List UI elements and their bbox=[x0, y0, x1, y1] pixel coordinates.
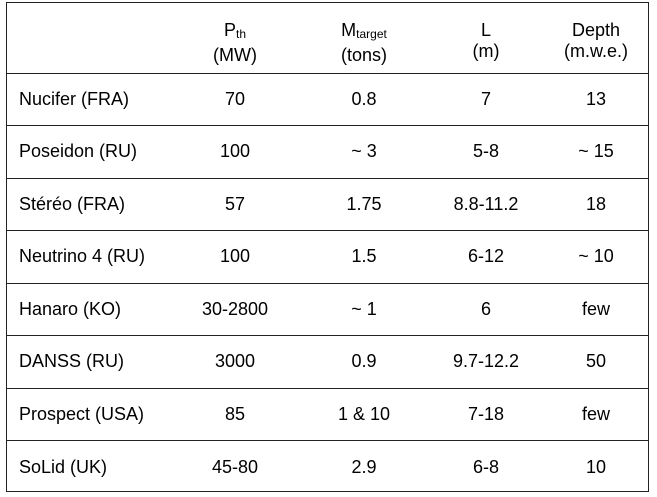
table-row bbox=[7, 231, 648, 284]
header-depth: Depth (m.w.e.) bbox=[563, 20, 628, 61]
baseline-cell: 9.7-12.2 bbox=[428, 336, 544, 389]
baseline-cell: 7 bbox=[428, 73, 544, 126]
thermal-power-cell: 30-2800 bbox=[170, 283, 300, 336]
depth-cell: 10 bbox=[544, 441, 648, 494]
depth-cell: 50 bbox=[544, 336, 648, 389]
baseline-cell: 6-8 bbox=[428, 441, 544, 494]
header-experiment bbox=[7, 3, 170, 73]
thermal-power-cell: 45-80 bbox=[170, 441, 300, 494]
thermal-power-cell: 57 bbox=[170, 178, 300, 231]
depth-cell: few bbox=[544, 388, 648, 441]
target-mass-cell: 0.8 bbox=[300, 73, 428, 126]
table-row bbox=[7, 441, 648, 494]
experiment-name: Nucifer (FRA) bbox=[7, 73, 170, 126]
target-mass-cell: 1.75 bbox=[300, 178, 428, 231]
experiments-table bbox=[7, 3, 648, 493]
table-row bbox=[7, 388, 648, 441]
baseline-cell: 7-18 bbox=[428, 388, 544, 441]
header-baseline: L (m) bbox=[472, 20, 500, 61]
header-target-mass: $M_{target}$ (tons) bbox=[340, 20, 387, 65]
table-row bbox=[7, 336, 648, 389]
depth-cell: ~ 15 bbox=[544, 126, 648, 179]
depth-cell: 13 bbox=[544, 73, 648, 126]
baseline-cell: 6-12 bbox=[428, 231, 544, 284]
baseline-cell: 5-8 bbox=[428, 126, 544, 179]
experiment-name: Neutrino 4 (RU) bbox=[7, 231, 170, 284]
experiment-name: DANSS (RU) bbox=[7, 336, 170, 389]
depth-cell: few bbox=[544, 283, 648, 336]
target-mass-cell: ~ 1 bbox=[300, 283, 428, 336]
table-row bbox=[7, 126, 648, 179]
experiment-name: Stéréo (FRA) bbox=[7, 178, 170, 231]
thermal-power-cell: 3000 bbox=[170, 336, 300, 389]
table-row bbox=[7, 283, 648, 336]
depth-cell: ~ 10 bbox=[544, 231, 648, 284]
experiment-name: SoLid (UK) bbox=[7, 441, 170, 494]
experiment-name: Prospect (USA) bbox=[7, 388, 170, 441]
thermal-power-cell: 70 bbox=[170, 73, 300, 126]
target-mass-cell: 0.9 bbox=[300, 336, 428, 389]
target-mass-cell: 1 & 10 bbox=[300, 388, 428, 441]
experiment-name: Hanaro (KO) bbox=[7, 283, 170, 336]
header-row bbox=[7, 3, 648, 73]
table-row bbox=[7, 178, 648, 231]
thermal-power-cell: 100 bbox=[170, 231, 300, 284]
baseline-cell: 8.8-11.2 bbox=[428, 178, 544, 231]
depth-cell: 18 bbox=[544, 178, 648, 231]
baseline-cell: 6 bbox=[428, 283, 544, 336]
header-thermal-power: $P_{th}$ (MW) bbox=[213, 20, 257, 65]
thermal-power-cell: 100 bbox=[170, 126, 300, 179]
target-mass-cell: ~ 3 bbox=[300, 126, 428, 179]
target-mass-cell: 1.5 bbox=[300, 231, 428, 284]
experiment-name: Poseidon (RU) bbox=[7, 126, 170, 179]
table-row bbox=[7, 73, 648, 126]
target-mass-cell: 2.9 bbox=[300, 441, 428, 494]
thermal-power-cell: 85 bbox=[170, 388, 300, 441]
experiments-table-frame bbox=[6, 2, 649, 492]
